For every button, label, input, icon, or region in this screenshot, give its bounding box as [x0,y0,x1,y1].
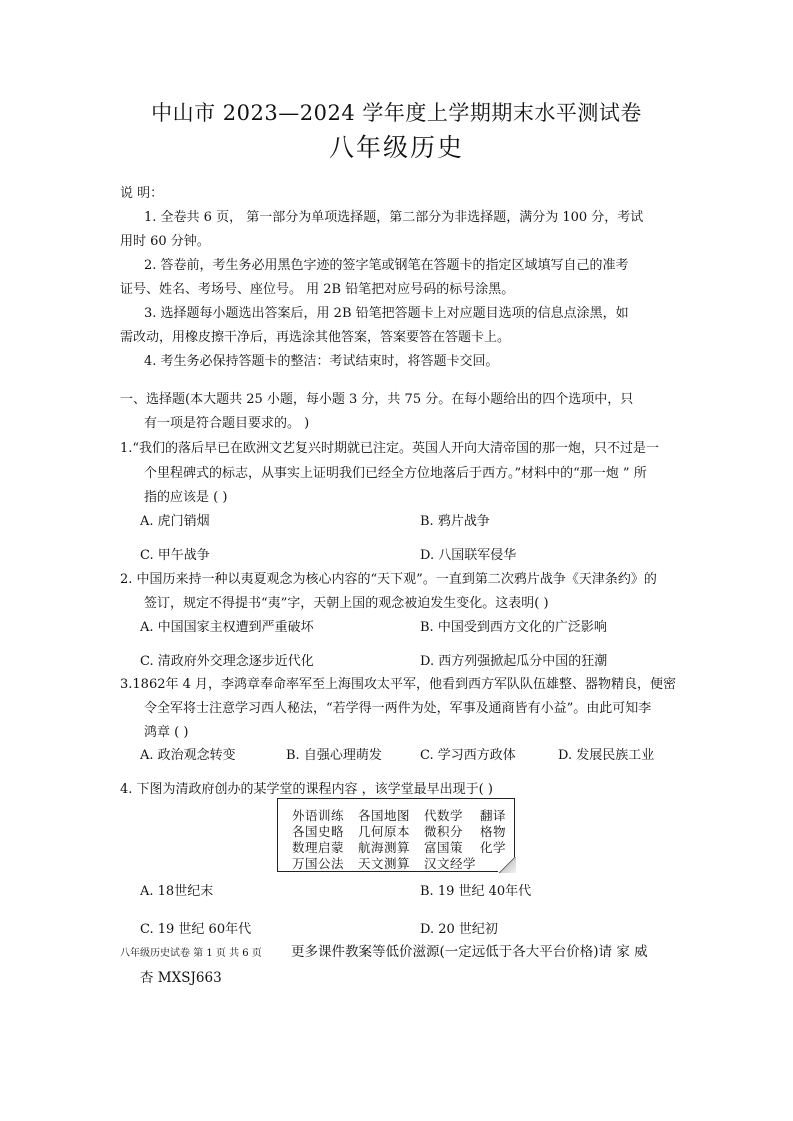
course-item: 数理启蒙 [292,840,345,855]
course-item: 化学 [480,840,507,855]
page-curl-decoration [498,857,516,873]
question-1-option-a[interactable]: A. 虎门销烟 [140,514,210,529]
course-item: 几何原本 [358,824,411,839]
question-3-option-b[interactable]: B. 自强心理萌发 [286,748,382,763]
question-2-text: 签订，规定不得提书“夷”字，天朝上国的观念被迫发生变化。这表明( ) [144,596,549,611]
question-4-option-d[interactable]: D. 20 世纪初 [420,922,498,937]
course-item: 汉文经学 [424,856,477,871]
course-item: 格物 [480,824,507,839]
question-1-option-d[interactable]: D. 八国联军侵华 [420,548,517,563]
instructions-heading: 说 明： [120,186,164,201]
course-item: 外语训练 [292,808,345,823]
instruction-line: 3. 选择题每小题选出答案后，用 2B 铅笔把答题卡上对应题目选项的信息点涂黑，如 [144,306,629,321]
question-1-option-c[interactable]: C. 甲午战争 [140,548,210,563]
question-4-option-c[interactable]: C. 19 世纪 60年代 [140,922,252,937]
course-item: 微积分 [424,824,464,839]
question-3-option-a[interactable]: A. 政治观念转变 [140,748,236,763]
course-row [292,854,504,872]
question-3-text: 令全军将士注意学习西人秘法，“若学得一两件为处，军事及通商皆有小益”。由此可知李 [144,701,652,716]
course-item: 天文测算 [358,856,411,871]
question-2-option-d[interactable]: D. 西方列强掀起瓜分中国的狂潮 [420,654,608,669]
instruction-line: 2. 答卷前，考生务必用黑色字迹的签字笔或钢笔在答题卡的指定区域填写自己的准考 [144,258,629,273]
section-heading-cont: 有一项是符合题目要求的。 ) [144,416,310,431]
question-1-text: 1.“我们的落后早已在欧洲文艺复兴时期就已注定。英国人开向大清帝国的那一炮，只不过是一 [120,441,660,456]
page-title: 中山市 2023—2024 学年度上学期期末水平测试卷 [151,101,642,125]
question-3-text: 鸿章 ( ) [144,725,189,740]
question-3-option-c[interactable]: C. 学习西方政体 [420,748,516,763]
question-2-option-c[interactable]: C. 清政府外交理念逐步近代化 [140,654,314,669]
question-1-text: 指的应该是 ( ) [144,490,228,505]
question-2-option-b[interactable]: B. 中国受到西方文化的广泛影响 [420,620,607,635]
instruction-line: 证号、姓名、考场号、座位号。 用 2B 铅笔把对应号码的标号涂黑。 [120,282,515,297]
question-1-option-b[interactable]: B. 鸦片战争 [420,514,490,529]
instruction-line: 4. 考生务必保持答题卡的整洁：考试结束时，将答题卡交回。 [144,354,499,369]
question-3-text: 3.1862年 4 月，李鸿章奉命率军至上海围攻太平军，他看到西方军队队伍雄整、器物精良，便密 [120,677,677,692]
course-item: 航海测算 [358,840,411,855]
course-item: 各国地图 [358,808,411,823]
question-1-text: 个里程碑式的标志，从事实上证明我们已经全方位地落后于西方。”材料中的“那一炮 ” 所 [144,466,647,481]
question-2-option-a[interactable]: A. 中国国家主权遭到严重破坏 [140,620,314,635]
course-list-image [277,798,515,872]
instruction-line: 需改动，用橡皮擦干净后，再选涂其他答案，答案要答在答题卡上。 [120,330,511,345]
question-4-option-a[interactable]: A. 18世纪末 [140,884,214,899]
course-item: 富国策 [424,840,464,855]
course-item: 各国史略 [292,824,345,839]
course-item: 翻译 [480,808,507,823]
page-subtitle: 八年级历史 [328,133,464,162]
course-item: 万国公法 [292,856,345,871]
question-3-option-d[interactable]: D. 发展民族工业 [558,748,655,763]
instruction-line: 用时 60 分钟。 [120,234,210,249]
course-item: 代数学 [424,808,464,823]
section-heading: 一、选择题(本大题共 25 小题，每小题 3 分，共 75 分。在每小题给出的四个选项中，只 [120,392,634,407]
footer-page-info: 八年级历史试卷 第 1 页 共 6 页 [120,948,262,959]
question-2-text: 2. 中国历来持一种以夷夏观念为核心内容的“天下观”。一直到第二次鸦片战争《天津条约》的 [120,572,657,587]
footer-ad: 更多课件教案等低价滋源(一定远低于各大平台价格)请 家 威 [291,944,648,960]
question-4-option-b[interactable]: B. 19 世纪 40年代 [420,884,532,899]
instruction-line: 1. 全卷共 6 页， 第一部分为单项选择题，第二部分为非选择题，满分为 100 分，考试 [144,210,644,225]
footer-ad-cont: 杏 MXSJ663 [140,970,222,986]
question-4-text: 4. 下图为清政府创办的某学堂的课程内容 ，该学堂最早出现于( ) [120,782,493,797]
